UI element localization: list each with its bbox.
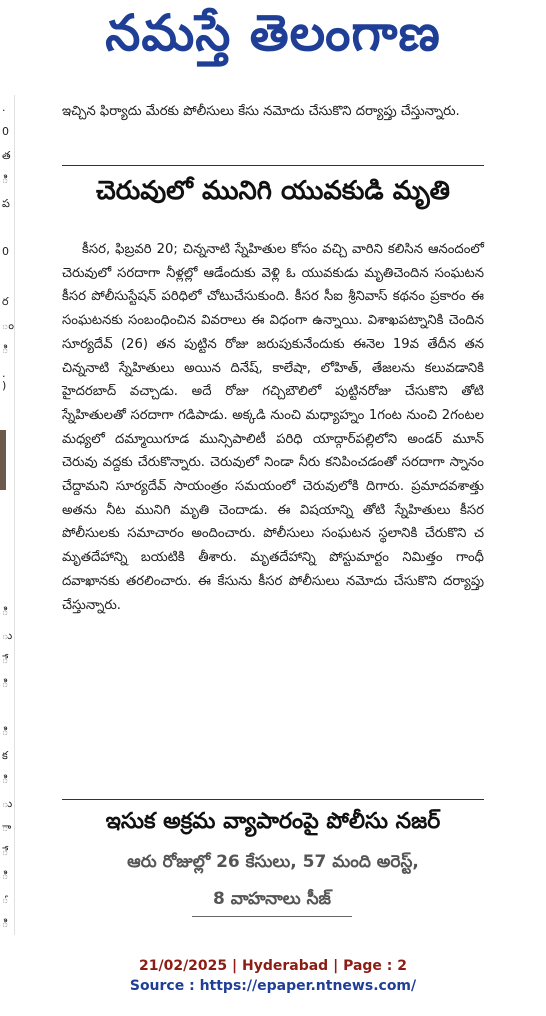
second-article-subhead-2: 8 వాహనాలు సీజ్: [192, 889, 352, 917]
margin-char: 0: [2, 245, 9, 258]
margin-char: ి: [2, 725, 9, 738]
margin-char: ి: [2, 343, 9, 356]
margin-char: ు: [2, 629, 13, 642]
margin-char: ): [2, 379, 7, 392]
intro-paragraph: ఇచ్చిన ఫిర్యాదు మేరకు పోలీసులు కేసు నమోదు చేసుకొని దర్యాప్తు చేస్తున్నారు.: [62, 104, 460, 119]
margin-char: .: [2, 367, 6, 380]
margin-char: క: [2, 749, 8, 762]
article-paragraph: కీసర, ఫిబ్రవరి 20; చిన్ననాటి స్నేహితుల కోసం వచ్చి వారిని కలిసిన ఆనందంలో చెరువులో సరదాగా నీళ్లల్లో ఆడేందుకు వెళ్లి ఓ యువకుడు మృతిచెందిన సంఘటన కీసర పోలీసుస్టేషన్ పరిధిలో చోటుచేసుకుంది. కీసర సీఐ శ్రీనివాస్ కథనం ప్రకారం ఈ సంఘటనకు సంబంధించిన వివరాలు ఈ విధంగా ఉన్నాయి. విశాఖపట్నానికి చెందిన సూర్యదేవ్ (26) తన పుట్టిన రోజు జరుపుకునేందుకు ఈనెల 19వ తేదీన తన చిన్ననాటి స్నేహితులు అయిన దినేష్, కాలేషా, లోహిత్, తేజలను కలువడానికి హైదరబాద్ వచ్చాడు. అదే రోజు గచ్చిబౌలిలో పుట్టినరోజు చేసుకొని తోటి స్నేహితులతో సరదాగా గడిపాడు. అక్కడి నుంచి మధ్యాహ్నం 1గంట నుంచి 2గంటల మధ్యలో దమ్మాయిగూడ మున్సిపాలిటీ పరిధి యాద్గార్‌పల్లిలోని అండర్ మూన్ చెరువు వద్దకు చేరుకొన్నారు. చెరువులో నిండా నీరు కనిపించడంతో సరదాగా స్నానం చేద్దామని సూర్యదేవ్ సాయంత్రం సమయంలో చెరువులోకి దిగారు. ప్రమాదవశాత్తు అతను నీట మునిగి మృతి చెందాడు. ఈ విషయాన్ని తోటి స్నేహితులు కీసర పోలీసులకు సమాచారం అందించారు. పోలీసులు సంఘటన స్థలానికి చేరుకొని చ మృతదేహాన్ని బయటికి తీశారు. మృతదేహాన్ని పోస్టుమార్టం నిమిత్తం గాంధీ దవాఖానకు తరలించారు. ఈ కేసును కీసర పోలీసులు నమోదు చేసుకొని దర్యాప్తు చేస్తున్నారు.: [62, 242, 484, 613]
adjacent-photo-edge: [0, 430, 6, 490]
masthead: [0, 0, 546, 78]
cut-off-text-line: [62, 929, 484, 935]
divider: [62, 165, 484, 166]
margin-char: ి: [2, 173, 9, 186]
margin-char: ర: [2, 295, 9, 308]
margin-char: ి: [2, 677, 9, 690]
margin-char: ా: [2, 821, 12, 834]
masthead-title: నమస్తే తెలంగాణ: [105, 3, 441, 62]
adjacent-column-fragment: [0, 95, 15, 935]
margin-char: ి: [2, 917, 9, 930]
margin-char: త: [2, 149, 11, 162]
margin-char: ం: [2, 319, 14, 332]
second-article-headline: ఇసుక అక్రమ వ్యాపారంపై పోలీసు నజర్: [105, 809, 441, 834]
margin-char: ే: [2, 653, 9, 666]
margin-char: ి: [2, 605, 9, 618]
divider: [62, 799, 484, 800]
second-article-subhead: ఆరు రోజుల్లో 26 కేసులు, 57 మంది అరెస్ట్,: [127, 852, 419, 872]
article-headline: చెరువులో మునిగి యువకుడి మృతి: [96, 176, 450, 206]
margin-char: ు: [2, 797, 13, 810]
previous-article-tail: [62, 100, 484, 124]
margin-char: 0: [2, 125, 9, 138]
margin-char: ప: [2, 197, 10, 210]
footer-source: Source : https://epaper.ntnews.com/: [129, 978, 417, 994]
margin-char: ి: [2, 869, 9, 882]
margin-char: .: [2, 101, 6, 114]
footer-date-edition: 21/02/2025 | Hyderabad | Page : 2: [138, 958, 408, 974]
article-body: [62, 238, 484, 617]
margin-char: ే: [2, 845, 9, 858]
margin-char: ి: [2, 773, 9, 786]
margin-char: ౕ: [2, 893, 9, 906]
